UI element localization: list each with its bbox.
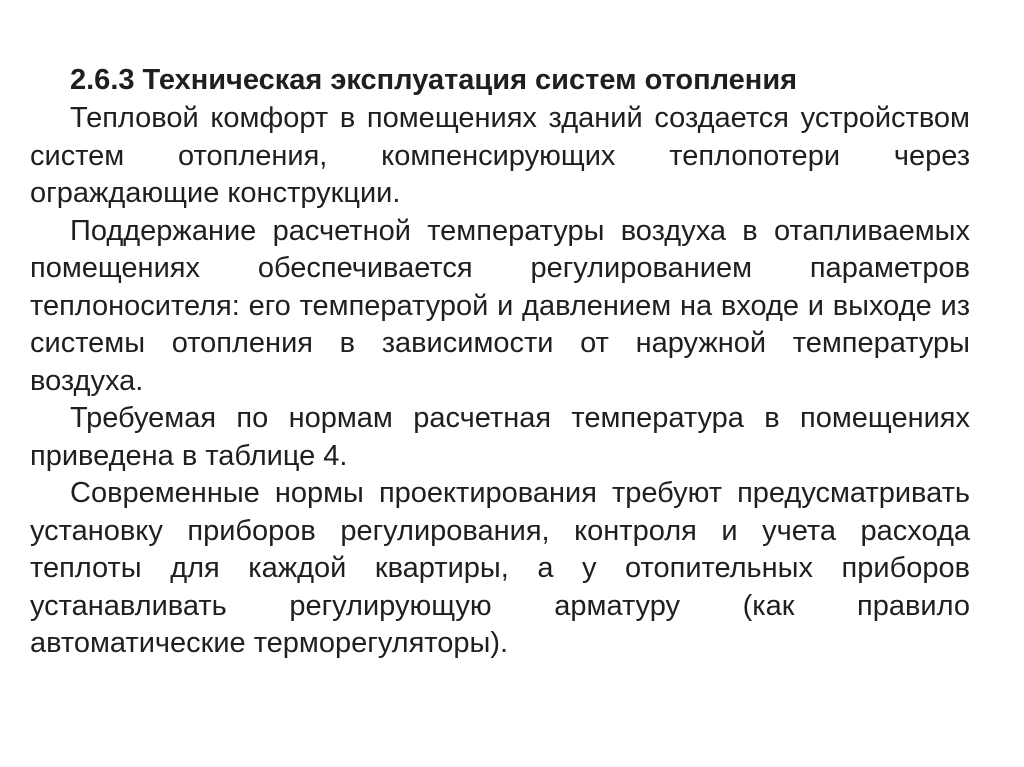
section-heading: 2.6.3 Техническая эксплуатация систем отопления bbox=[70, 64, 798, 96]
paragraph-thermal-comfort: Тепловой комфорт в помещениях зданий создается устройством систем отопления, компенсирующих теплопотери через ограждающие конструкции. bbox=[30, 102, 970, 209]
paragraph-temperature-maintenance: Поддержание расчетной температуры воздуха в отапливаемых помещениях обеспечивается регулированием параметров теплоносителя: его температурой и давлением на входе и выходе из системы отопления в зависимости от наружной температуры воздуха. bbox=[30, 214, 970, 397]
paragraph-required-temperature: Требуемая по нормам расчетная температура в помещениях приведена в таблице 4. bbox=[30, 402, 970, 472]
slide-content bbox=[30, 60, 970, 663]
paragraph-design-norms: Современные нормы проектирования требуют предусматривать установку приборов регулирования, контроля и учета расхода теплоты для каждой квартиры, а у отопительных приборов устанавливать регулирующую арматуру (как правило автоматические терморегуляторы). bbox=[30, 477, 970, 659]
